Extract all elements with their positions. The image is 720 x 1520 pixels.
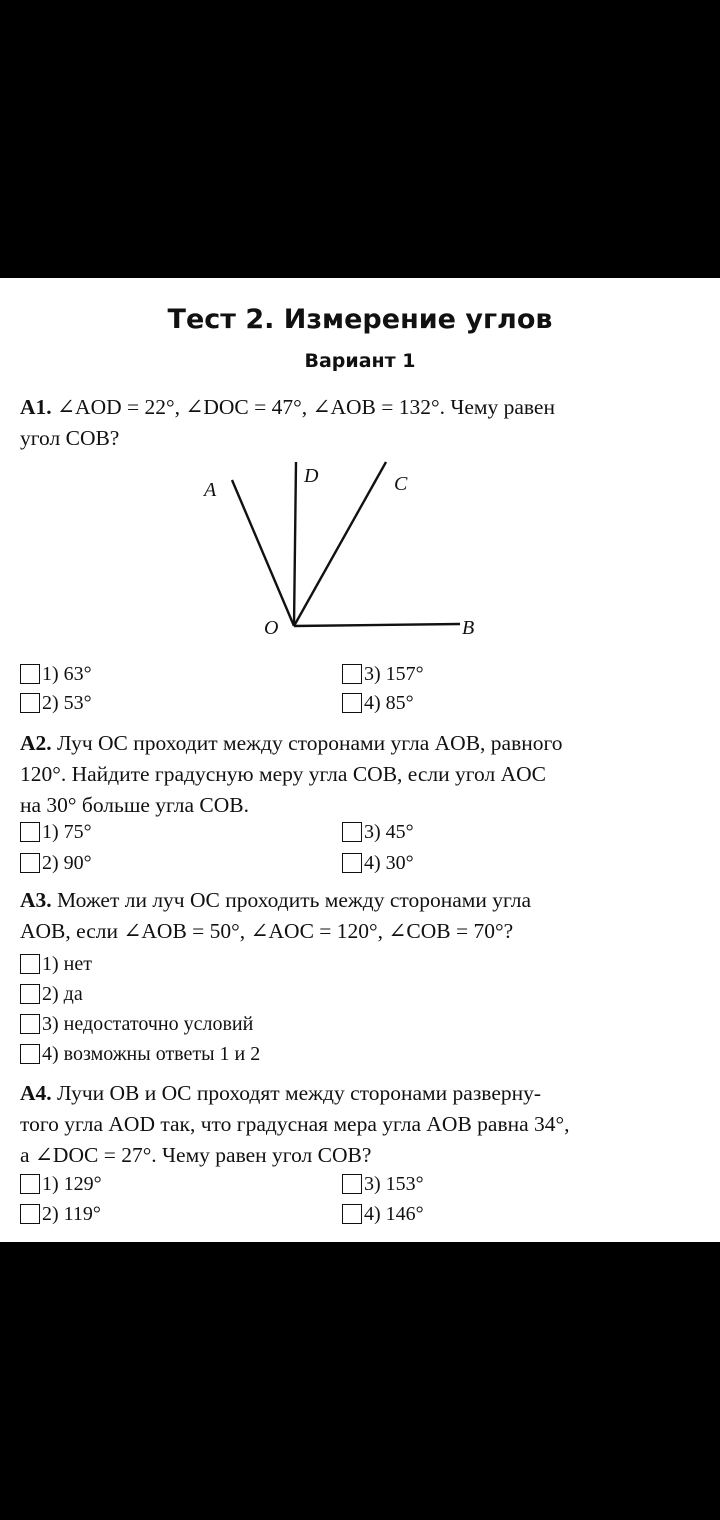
answer-option[interactable]: 4) возможны ответы 1 и 2 <box>20 1042 260 1066</box>
answer-option[interactable]: 1) 129° <box>20 1172 102 1196</box>
answer-checkbox[interactable] <box>342 1204 362 1224</box>
question-a1-text-2: угол COB? <box>20 426 120 450</box>
answer-checkbox[interactable] <box>20 822 40 842</box>
question-a3-number: A3. <box>20 888 52 912</box>
answer-option[interactable]: 4) 30° <box>342 851 414 875</box>
label-a: A <box>204 479 217 501</box>
answer-checkbox[interactable] <box>20 853 40 873</box>
label-c: C <box>394 473 408 495</box>
answer-checkbox[interactable] <box>20 1204 40 1224</box>
answer-option[interactable]: 1) 75° <box>20 820 92 844</box>
question-a2-text-2: 120°. Найдите градусную меру угла COB, если угол AOC <box>20 762 547 786</box>
cropped-next-line <box>20 1236 700 1242</box>
question-a3-text-2: AOB, если ∠AOB = 50°, ∠AOC = 120°, ∠COB = 70°? <box>20 919 514 943</box>
answer-option[interactable]: 2) 90° <box>20 851 92 875</box>
question-a2-text-1: Луч OC проходит между сторонами угла AOB, равного <box>51 731 563 755</box>
question-a4 <box>20 1078 700 1171</box>
answer-option[interactable]: 2) да <box>20 982 83 1006</box>
answer-option[interactable]: 3) 45° <box>342 820 414 844</box>
answer-checkbox[interactable] <box>20 954 40 974</box>
page-title: Тест 2. Измерение углов <box>167 304 553 335</box>
worksheet-page <box>0 278 720 1242</box>
question-a2-number: A2. <box>20 731 52 755</box>
answer-checkbox[interactable] <box>20 1014 40 1034</box>
question-a4-text-2: того угла AOD так, что градусная мера угла AOB равна 34°, <box>20 1112 570 1136</box>
question-a1-text-1: ∠AOD = 22°, ∠DOC = 47°, ∠AOB = 132°. Чему равен <box>51 395 555 419</box>
question-a2 <box>20 728 700 821</box>
answer-option[interactable]: 4) 146° <box>342 1202 424 1226</box>
answer-option[interactable]: 1) 63° <box>20 662 92 686</box>
ray-ob <box>294 624 460 626</box>
answer-checkbox[interactable] <box>20 664 40 684</box>
answer-option[interactable]: 4) 85° <box>342 691 414 715</box>
question-a1 <box>20 392 700 454</box>
answer-checkbox[interactable] <box>342 822 362 842</box>
answer-option[interactable]: 2) 53° <box>20 691 92 715</box>
answer-option[interactable]: 3) недостаточно условий <box>20 1012 253 1036</box>
answer-checkbox[interactable] <box>342 1174 362 1194</box>
label-o: O <box>264 617 279 639</box>
question-a1-number: A1. <box>20 395 52 419</box>
ray-od <box>294 462 296 626</box>
answer-checkbox[interactable] <box>20 1044 40 1064</box>
label-d: D <box>304 465 319 487</box>
variant-title: Вариант 1 <box>304 350 416 372</box>
answer-option[interactable]: 1) нет <box>20 952 92 976</box>
answer-checkbox[interactable] <box>342 693 362 713</box>
answer-checkbox[interactable] <box>342 664 362 684</box>
answer-option[interactable]: 3) 157° <box>342 662 424 686</box>
question-a2-text-3: на 30° больше угла COB. <box>20 793 250 817</box>
question-a4-text-1: Лучи OB и OC проходят между сторонами разверну- <box>51 1081 542 1105</box>
answer-checkbox[interactable] <box>20 1174 40 1194</box>
question-a3 <box>20 885 700 947</box>
answer-checkbox[interactable] <box>342 853 362 873</box>
label-b: B <box>462 617 475 639</box>
answer-checkbox[interactable] <box>20 984 40 1004</box>
answer-checkbox[interactable] <box>20 693 40 713</box>
question-a4-text-3: а ∠DOC = 27°. Чему равен угол COB? <box>20 1143 372 1167</box>
ray-oa <box>232 480 294 626</box>
question-a3-text-1: Может ли луч OC проходить между сторонами угла <box>51 888 532 912</box>
answer-option[interactable]: 2) 119° <box>20 1202 101 1226</box>
question-a4-number: A4. <box>20 1081 52 1105</box>
angle-figure <box>190 460 500 650</box>
answer-option[interactable]: 3) 153° <box>342 1172 424 1196</box>
